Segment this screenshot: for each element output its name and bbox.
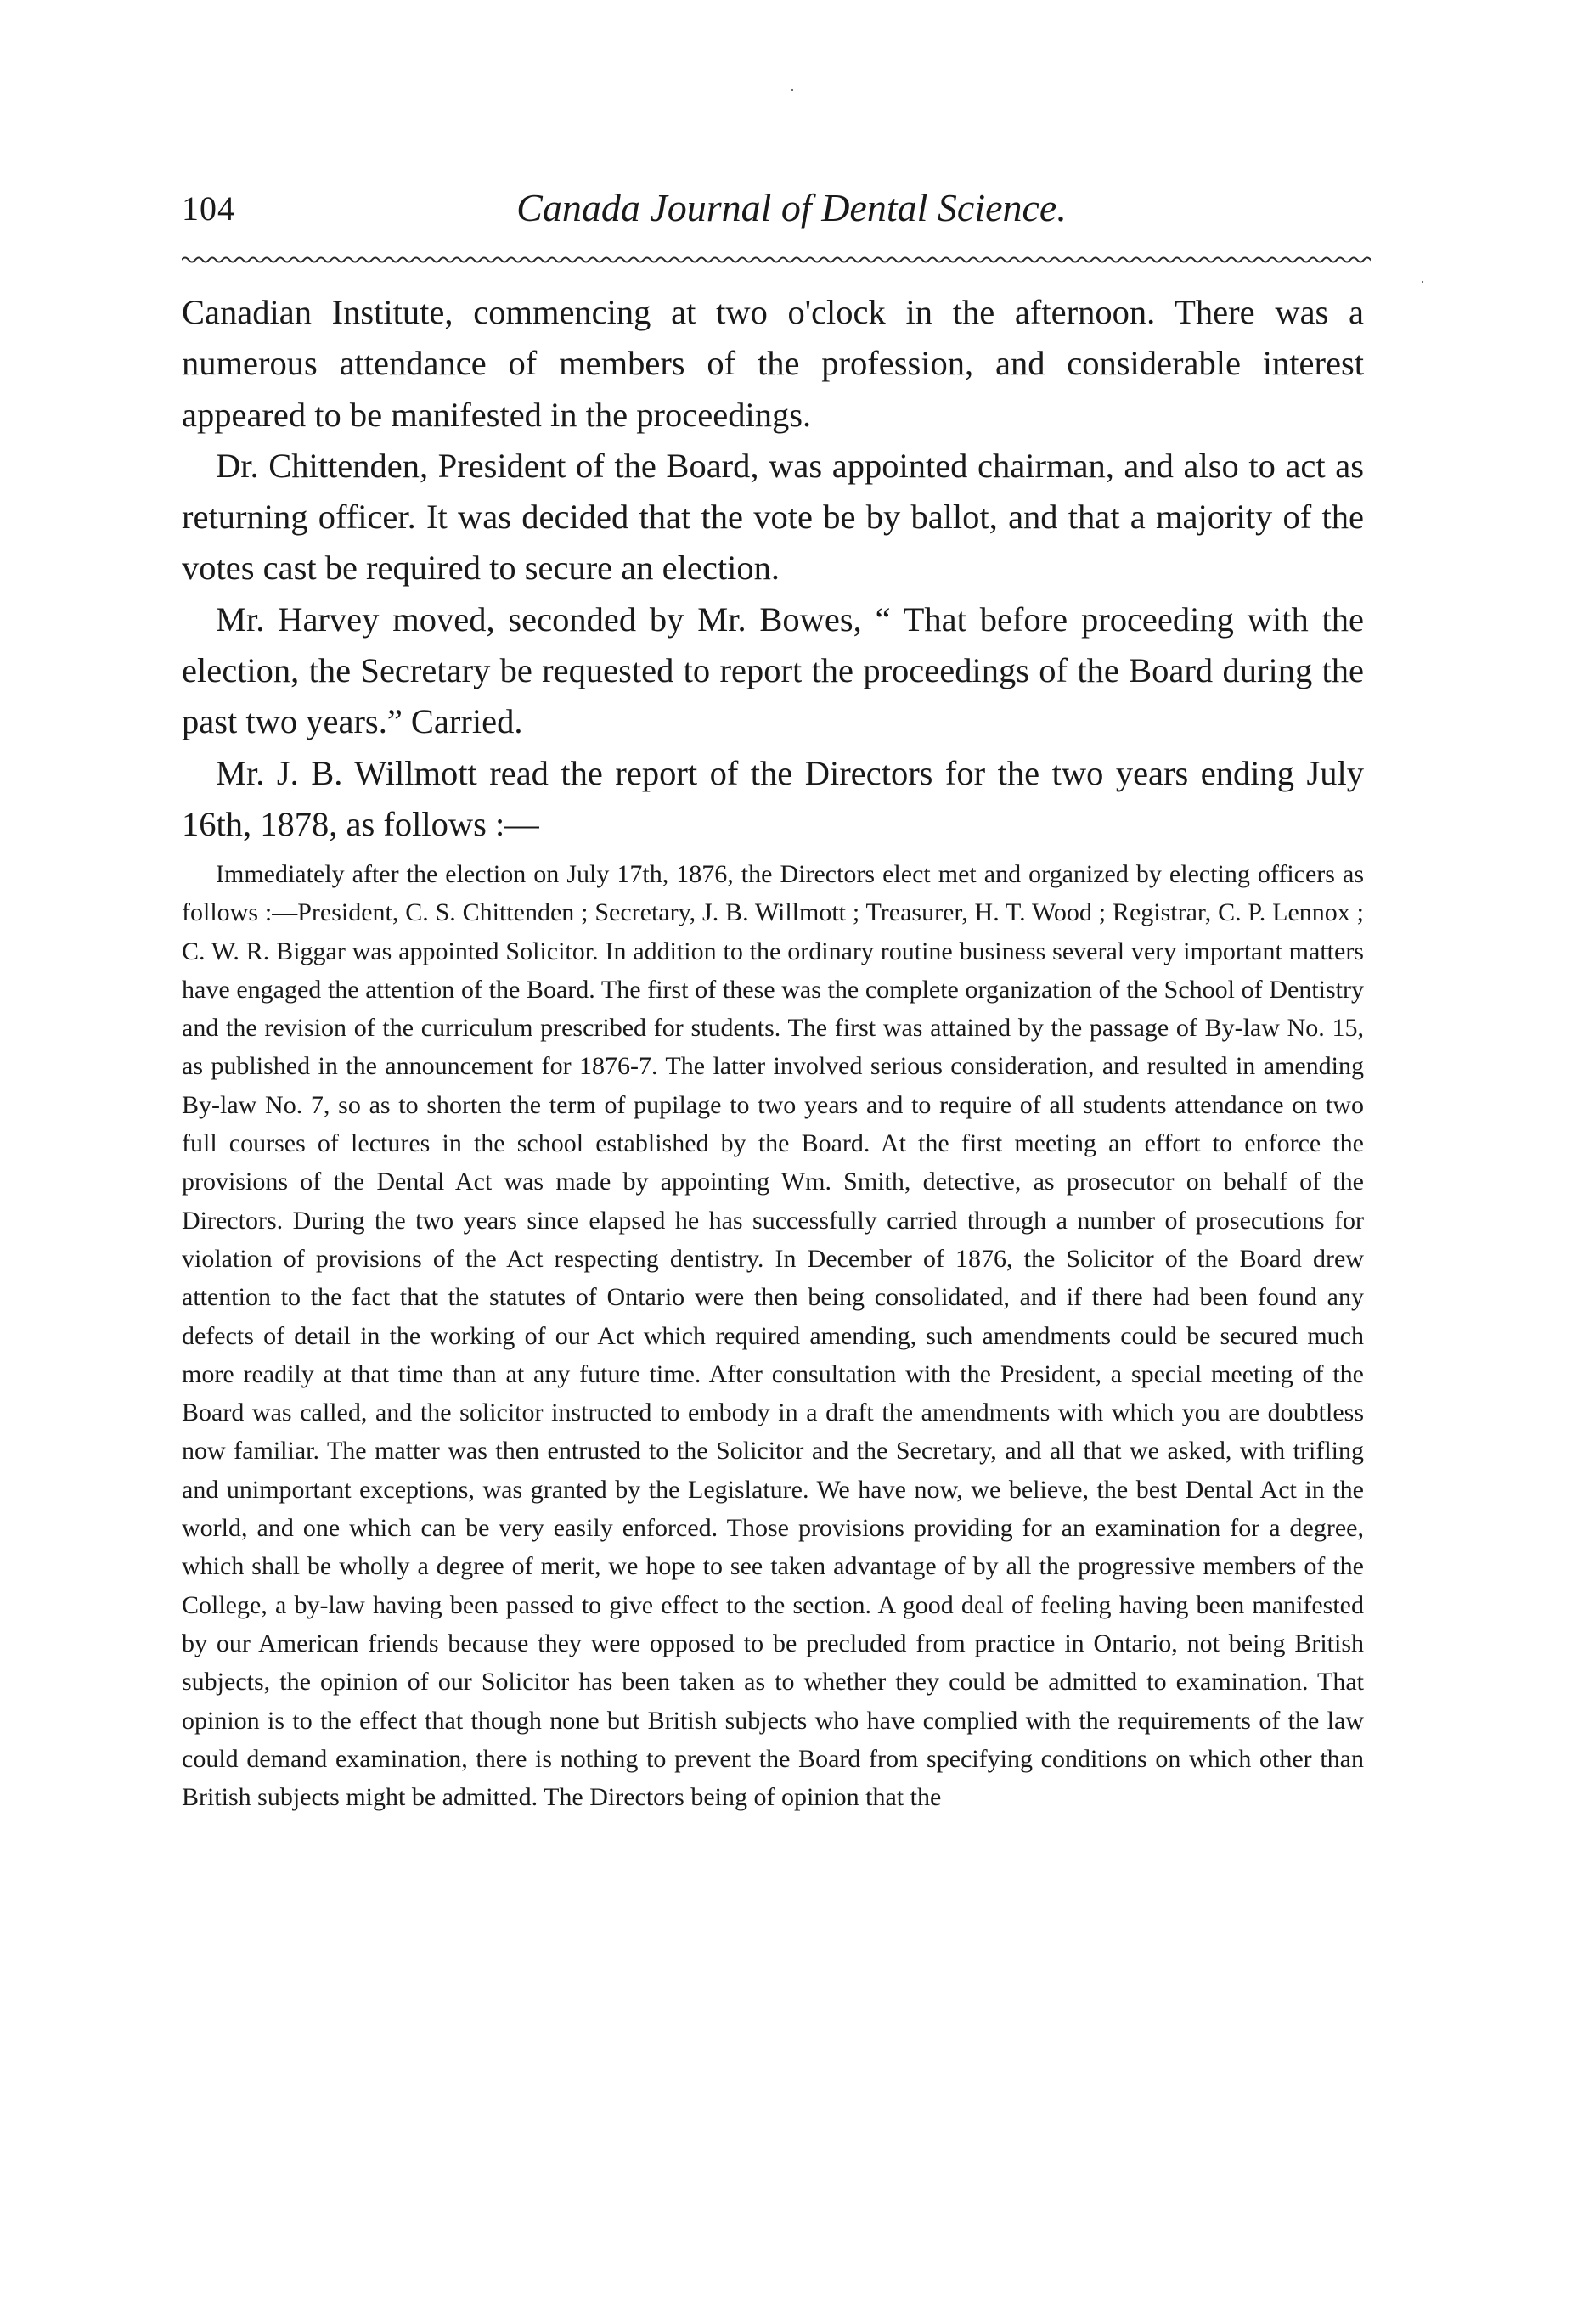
paragraph-chairman: Dr. Chittenden, President of the Board, was appointed chairman, and also to act as returning officer. It was decided that the vote be by ballot, and that a majority of the votes cast be required to secure an election. [182,446,1364,588]
print-speck-right: · [1420,273,1425,290]
main-text [182,287,1364,850]
paragraph-motion: Mr. Harvey moved, seconded by Mr. Bowes, “ That before proceeding with the election, the Secretary be requested to report the proceedings of the Board during the past two years.” Carried. [182,599,1364,741]
wavy-rule-divider [182,255,1371,265]
paragraph-institute: Canadian Institute, commencing at two o'clock in the afternoon. There was a numerous attendance of members of the profession, and considerable interest appeared to be manifested in the proceedings. [182,293,1364,434]
page-number: 104 [182,189,235,228]
paragraph-report-intro: Mr. J. B. Willmott read the report of the Directors for the two years ending July 16th, 1878, as follows :— [182,753,1364,843]
print-speck-top: · [790,82,795,98]
directors-report: Immediately after the election on July 17th, 1876, the Directors elect met and organized by electing officers as follows :—President, C. S. Chittenden ; Secretary, J. B. Willmott ; Treasurer, H. T. Wood ; Registrar, C. P. Lennox ; C. W. R. Biggar was appointed Solicitor. In addition to the ordinary routine business several very important matters have engaged the attention of the Board. The first of these was the complete organization of the School of Dentistry and the revision of the curriculum prescribed for students. The first was attained by the passage of By-law No. 15, as published in the announcement for 1876-7. The latter involved serious consideration, and resulted in amending By-law No. 7, so as to shorten the term of pupilage to two years and to require of all students attendance on two full courses of lectures in the school established by the Board. At the first meeting an effort to enforce the provisions of the Dental Act was made by appointing Wm. Smith, detective, as prosecutor on behalf of the Directors. During the two years since elapsed he has successfully carried through a number of prosecutions for violation of provisions of the Act respecting dentistry. In December of 1876, the Solicitor of the Board drew attention to the fact that the statutes of Ontario were then being consolidated, and if there had been found any defects of detail in the working of our Act which required amending, such amendments could be secured much more readily at that time than at any future time. After consultation with the President, a special meeting of the Board was called, and the solicitor instructed to embody in a draft the amendments with which you are doubtless now familiar. The matter was then entrusted to the Solicitor and the Secretary, and all that we asked, with trifling and unimportant exceptions, was granted by the Legislature. We have now, we believe, the best Dental Act in the world, and one which can be very easily enforced. Those provisions providing for an examination for a degree, which shall be wholly a degree of merit, we hope to see taken advantage of by all the progressive members of the College, a by-law having been passed to give effect to the section. A good deal of feeling having been manifested by our American friends because they were opposed to be precluded from practice in Ontario, not being British subjects, the opinion of our Solicitor has been taken as to whether they could be admitted to examination. That opinion is to the effect that though none but British subjects who have complied with the requirements of the law could demand examination, there is nothing to prevent the Board from specifying conditions on which other than British subjects might be admitted. The Directors being of opinion that the [182,860,1364,1812]
running-title: Canada Journal of Dental Science. [516,186,1067,229]
